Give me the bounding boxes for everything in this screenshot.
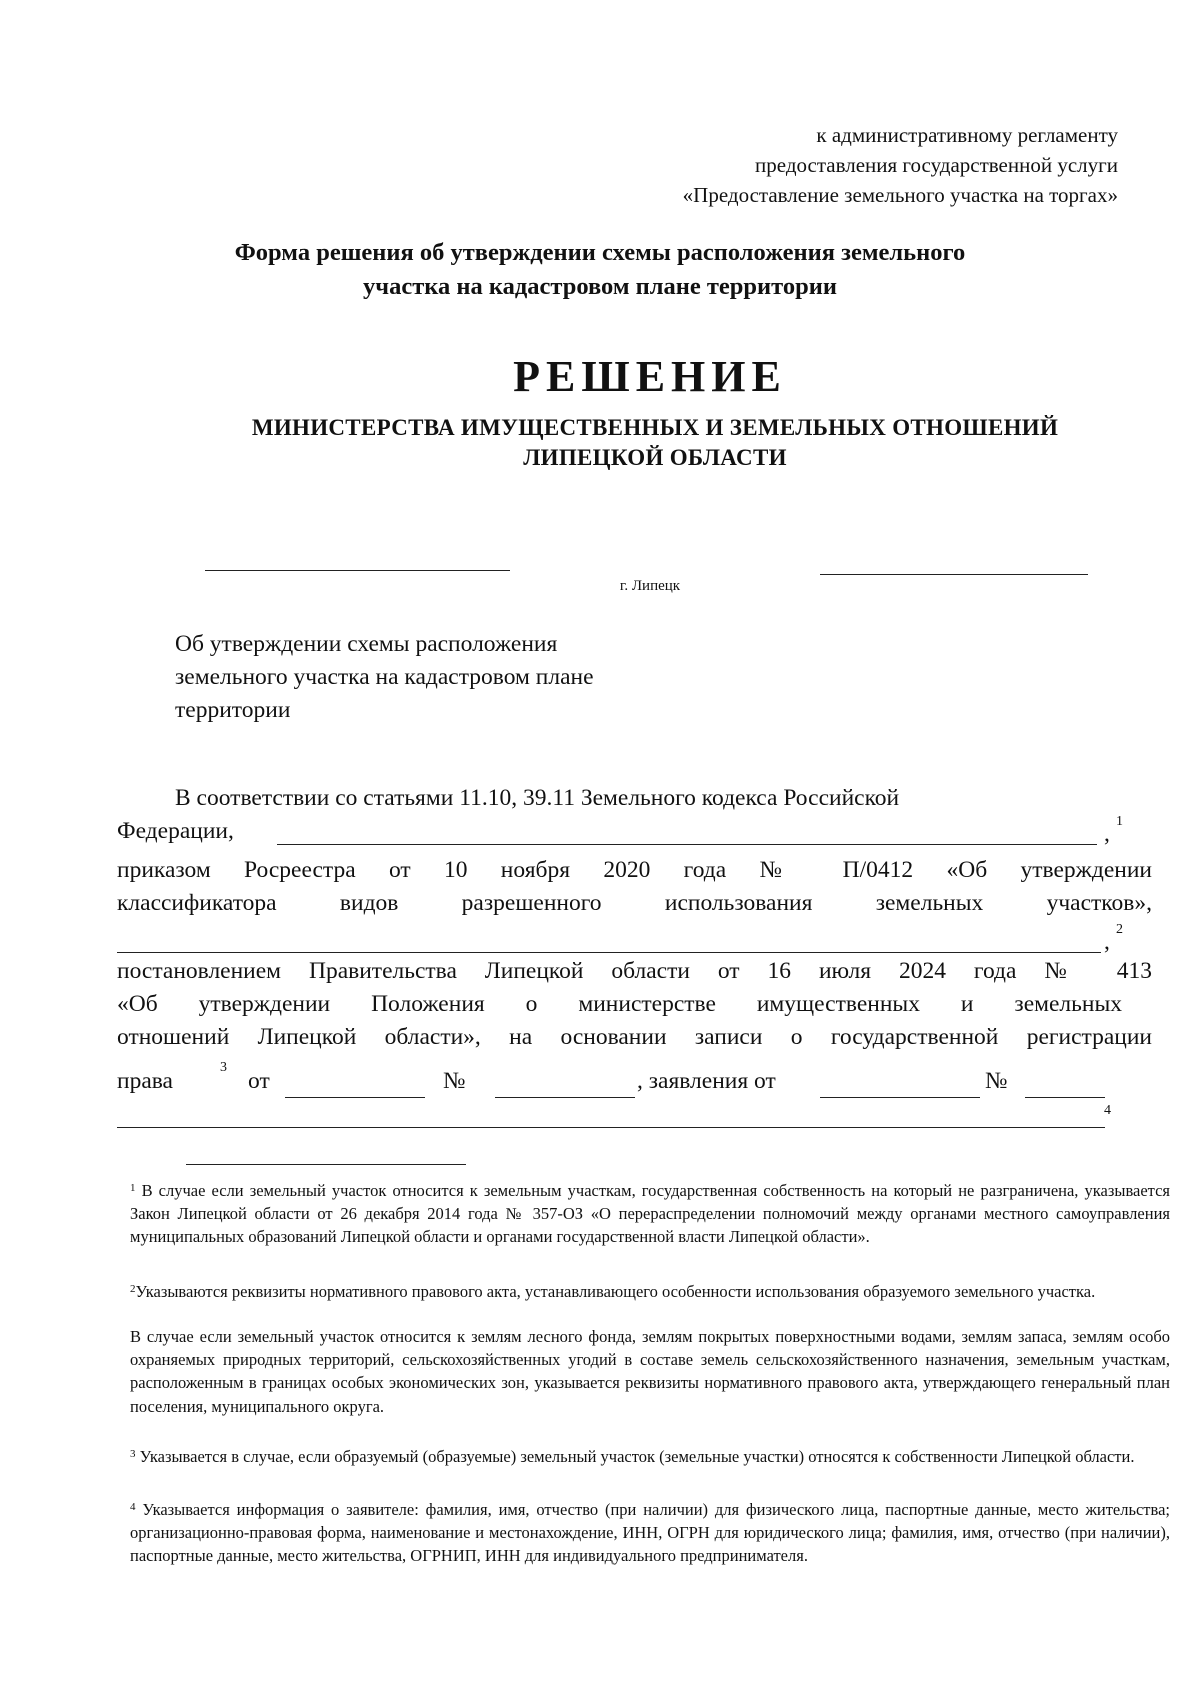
- application-number-blank: [1025, 1097, 1105, 1098]
- appendix-reference-line-1: к административному регламенту: [816, 123, 1118, 147]
- ministry-title-line-1: МИНИСТЕРСТВА ИМУЩЕСТВЕННЫХ И ЗЕМЕЛЬНЫХ ОТНОШЕНИЙ: [251, 415, 1059, 440]
- footnote-1-text: В случае если земельный участок относится к земельным участкам, государственная собственность на который не разграничена, указывается Закон Липецкой области от 26 декабря 2014 года № 357-ОЗ «О перераспределении полномочий между органами местного самоуправления муниципальных образований Липецкой области и органами государственной власти Липецкой области».: [130, 1181, 1171, 1247]
- footnote-1: [130, 1177, 1170, 1249]
- body-line-6: постановлением Правительства Липецкой области от 16 июля 2024 года № 413: [117, 958, 1152, 984]
- body-line-4: классификатора видов разрешенного использования земельных участков»,: [117, 890, 1152, 916]
- footnote-4-number: 4: [130, 1501, 136, 1513]
- body-line-3: приказом Росреестра от 10 ноября 2020 года № П/0412 «Об утверждении: [117, 857, 1152, 883]
- number-blank-line: [820, 574, 1088, 575]
- appendix-reference: [518, 120, 1118, 210]
- application-date-blank: [820, 1097, 980, 1098]
- body-application-from: , заявления от: [637, 1068, 776, 1094]
- footnote-ref-3: 3: [220, 1060, 227, 1075]
- subject-line-2: земельного участка на кадастровом плане: [175, 664, 594, 690]
- body-line-8: отношений Липецкой области», на основании записи о государственной регистрации: [117, 1024, 1152, 1050]
- date-blank-line: [205, 570, 510, 571]
- footnote-ref-1: 1: [1116, 814, 1123, 829]
- footnote-2-continued: В случае если земельный участок относится к землям лесного фонда, землям покрытых поверхностными водами, землям запаса, землям особо охраняемых природных территорий, сельскохозяйственных угодий в составе земель сельскохозяйственного назначения, земельным участкам, расположенным в границах особых экономических зон, указывается реквизиты нормативного правового акта, утверждающего генеральный план поселения, муниципального округа.: [130, 1327, 1170, 1416]
- ministry-title-line-2: ЛИПЕЦКОЙ ОБЛАСТИ: [523, 445, 787, 470]
- body-line-2: Федерации,: [117, 818, 234, 844]
- body-number-sign: №: [443, 1068, 466, 1094]
- footnote-4-text: Указывается информация о заявителе: фамилия, имя, отчество (при наличии) для физического лица, паспортные данные, место жительства; организационно-правовая форма, наименование и местонахождение, ИНН, ОГРН для юридического лица; фамилия, имя, отчество (при наличии), паспортные данные, место жительства, ОГРНИП, ИНН для индивидуального предпринимателя.: [130, 1500, 1171, 1566]
- subject-line-1: Об утверждении схемы расположения: [175, 631, 558, 657]
- blank-line-1: [277, 844, 1097, 845]
- subject-line-3: территории: [175, 697, 291, 723]
- form-title-line-1: Форма решения об утверждении схемы расположения земельного: [234, 239, 966, 266]
- footnote-4: [130, 1496, 1170, 1568]
- body-line-7: «Об утверждении Положения о министерстве имущественных и земельных: [117, 991, 1122, 1017]
- ministry-title: [180, 413, 1130, 473]
- appendix-reference-line-2: предоставления государственной услуги: [755, 153, 1118, 177]
- footnote-1-number: 1: [130, 1182, 136, 1194]
- decision-subject: [175, 628, 715, 727]
- footnote-2-text: Указываются реквизиты нормативного правового акта, устанавливающего особенности использования образуемого земельного участка.: [135, 1282, 1096, 1301]
- city-label: г. Липецк: [619, 578, 681, 594]
- footnote-ref-4: 4: [1104, 1103, 1111, 1118]
- body-prava: права: [117, 1068, 173, 1094]
- form-title-line-2: участка на кадастровом плане территории: [363, 273, 837, 300]
- comma-2: ,: [1104, 929, 1110, 955]
- applicant-blank-line: [117, 1127, 1105, 1128]
- footnote-3-number: 3: [130, 1448, 136, 1460]
- blank-line-2: [117, 952, 1101, 953]
- footnote-ref-2: 2: [1116, 922, 1123, 937]
- footnote-separator: [186, 1164, 466, 1165]
- body-number-sign-2: №: [985, 1068, 1008, 1094]
- form-title: [120, 236, 1080, 304]
- comma-1: ,: [1104, 821, 1110, 847]
- registration-date-blank: [285, 1097, 425, 1098]
- footnote-2: [130, 1278, 1170, 1303]
- body-line-1: В соответствии со статьями 11.10, 39.11 Земельного кодекса Российской: [175, 785, 900, 811]
- registration-number-blank: [495, 1097, 635, 1098]
- footnote-3-text: Указывается в случае, если образуемый (образуемые) земельный участок (земельные участки) относятся к собственности Липецкой области.: [139, 1447, 1135, 1466]
- decision-title: РЕШЕНИЕ: [513, 352, 787, 401]
- footnote-3: [130, 1443, 1170, 1468]
- footnote-2-number: 2: [130, 1283, 136, 1295]
- body-ot: от: [248, 1068, 270, 1094]
- appendix-reference-line-3: «Предоставление земельного участка на торгах»: [682, 183, 1118, 207]
